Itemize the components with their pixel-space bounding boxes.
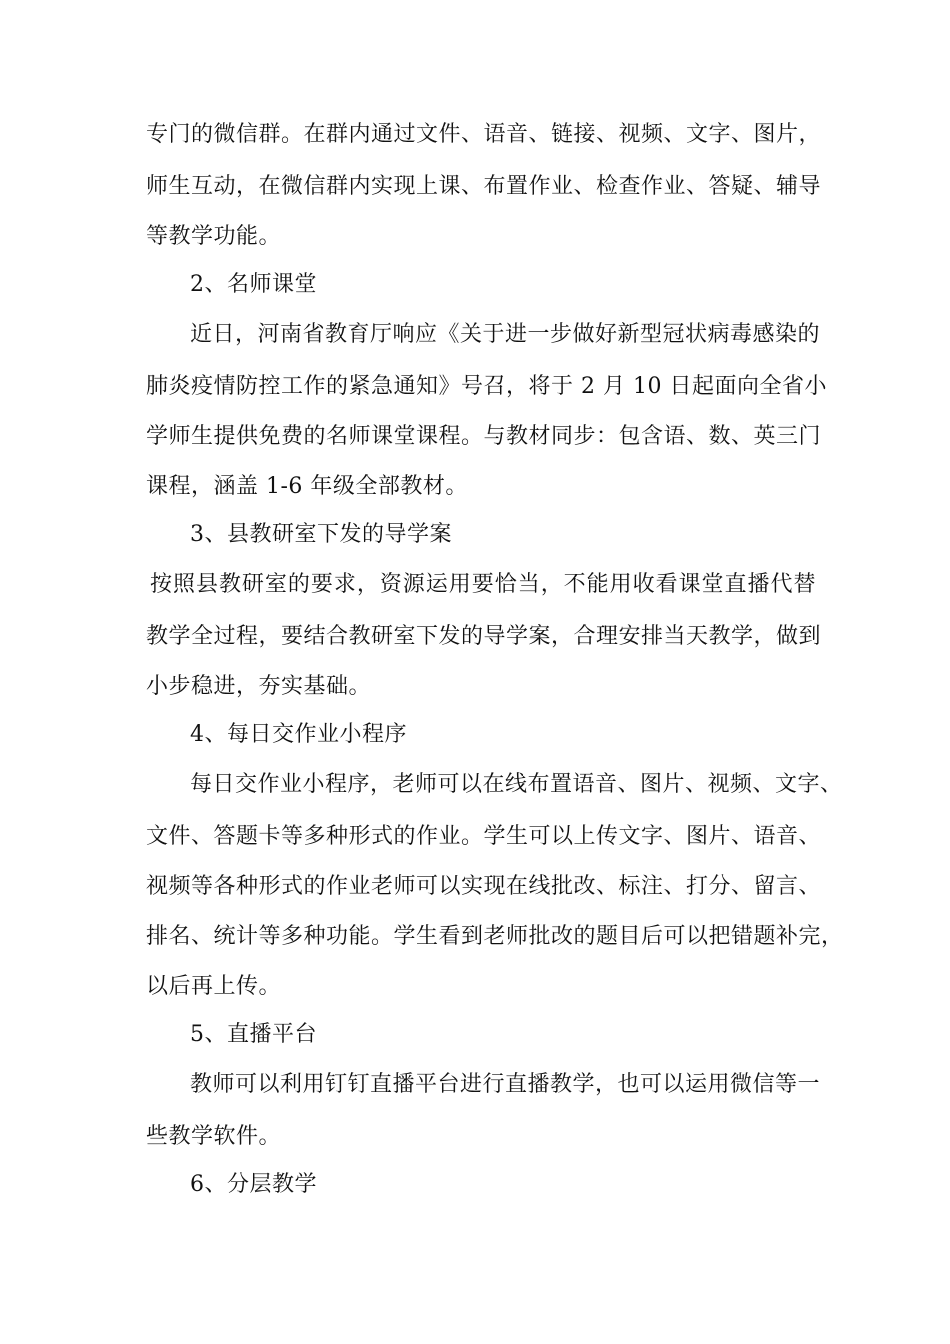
paragraph-line: 教师可以利用钉钉直播平台进行直播教学，也可以运用微信等一 [190, 1072, 821, 1097]
section-heading-3: 3、县教研室下发的导学案 [190, 522, 452, 547]
paragraph-line: 专门的微信群。在群内通过文件、语音、链接、视频、文字、图片， [146, 122, 822, 147]
paragraph-line: 排名、统计等多种功能。学生看到老师批改的题目后可以把错题补完， [146, 924, 844, 949]
section-heading-4: 4、每日交作业小程序 [190, 722, 407, 747]
paragraph-line: 近日，河南省教育厅响应《关于进一步做好新型冠状病毒感染的 [190, 322, 821, 347]
section-heading-5: 5、直播平台 [190, 1022, 317, 1047]
paragraph-line: 些教学软件。 [146, 1124, 282, 1149]
paragraph-line: 小步稳进，夯实基础。 [146, 674, 372, 699]
paragraph-line: 课程，涵盖 1-6 年级全部教材。 [146, 474, 468, 499]
paragraph-line: 学师生提供免费的名师课堂课程。与教材同步：包含语、数、英三门 [146, 424, 822, 449]
paragraph-line: 视频等各种形式的作业老师可以实现在线批改、标注、打分、留言、 [146, 874, 822, 899]
paragraph-line: 按照县教研室的要求，资源运用要恰当，不能用收看课堂直播代替 [150, 572, 816, 597]
paragraph-line: 等教学功能。 [146, 224, 282, 249]
paragraph-line: 肺炎疫情防控工作的紧急通知》号召，将于 2 月 10 日起面向全省小 [146, 374, 827, 399]
section-heading-6: 6、分层教学 [190, 1172, 317, 1197]
paragraph-line: 每日交作业小程序，老师可以在线布置语音、图片、视频、文字、 [190, 772, 843, 797]
paragraph-line: 以后再上传。 [146, 974, 282, 999]
paragraph-line: 教学全过程，要结合教研室下发的导学案，合理安排当天教学，做到 [146, 624, 822, 649]
section-heading-2: 2、名师课堂 [190, 272, 317, 297]
paragraph-line: 师生互动，在微信群内实现上课、布置作业、检查作业、答疑、辅导 [146, 174, 822, 199]
paragraph-line: 文件、答题卡等多种形式的作业。学生可以上传文字、图片、语音、 [146, 824, 822, 849]
